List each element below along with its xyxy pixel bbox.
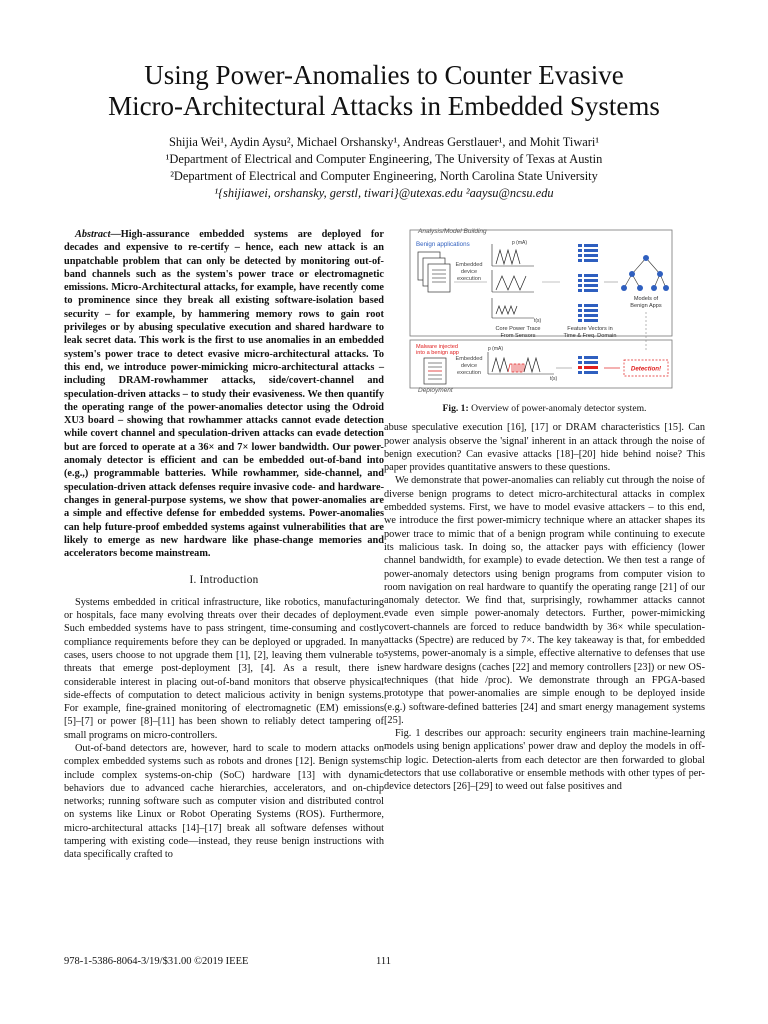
deploy-exec-2: device <box>460 363 478 369</box>
malware-label-1: Malware injected <box>416 344 458 350</box>
model-tree-icon <box>621 255 669 291</box>
figure-1-caption-label: Fig. 1: <box>442 403 469 414</box>
figure-1-caption <box>384 402 705 415</box>
abstract <box>64 228 384 560</box>
malware-label-2: into a benign app <box>416 350 459 356</box>
affiliation-2: ²Department of Electrical and Computer Engineering, North Carolina State University <box>170 169 598 183</box>
models-label-1: Models of <box>633 296 659 302</box>
embedded-exec-2: device <box>460 269 478 275</box>
intro-paragraph-4: We demonstrate that power-anomalies can reliably cut through the noise of diverse benign programs to detect micro-architectural attacks in complex embedded systems. First, we have to model evasive attackers – to this end, we introduce the first power-mimicry technique where an attacker shapes its power trace to mimic that of a benign program while continuing to execute its malicious task. In doing so, the attacker pays with efficiency (lower channel bandwidth, for example) to evade detection. We then test a range of power-anomaly detectors using benign programs from computer vision to room navigation on real hardware to quantify the operating range [21] of our anomaly detector. We find that, surprisingly, rowhammer attacks cannot evade even simple power-anomaly detectors. Further, power-mimicking covert-channels are forced to reduce bandwidth by 36× while speculation-attacks (Spectre) are reduced by 7×. The key takeaway is that, for embedded systems, power-anomaly is a simple, effective alternative to defenses that use new hardware designs (caches [22] and memory controllers [23]) or new OS-techniques (that hide /proc). We demonstrate through an FPGA-based prototype that power-anomalies are simple enough to be deployed inside (e.g.) software-defined batteries [24] and smart energy management systems [25]. <box>384 475 705 726</box>
power-trace-2 <box>492 270 534 292</box>
page-number: 111 <box>376 956 391 967</box>
figure-1-caption-text: Overview of power-anomaly detector system. <box>471 403 647 414</box>
intro-paragraph-5: Fig. 1 describes our approach: security engineers train machine-learning models using benign applications' power draw and deploy the models in off-chip logic. Detection-alerts from each detector are then forwarded to global detectors that use collaborative or ensemble methods with other types of per-device detectors [26]–[29] to weed out false positives and <box>384 728 705 793</box>
deploy-feature-vector-icon <box>578 356 598 374</box>
author-emails: ¹{shijiawei, orshansky, gerstl, tiwari}@utexas.edu ²aaysu@ncsu.edu <box>214 186 554 200</box>
author-list: Shijia Wei¹, Aydin Aysu², Michael Orshansky¹, Andreas Gerstlauer¹, and Mohit Tiwari¹ <box>168 135 600 149</box>
footer-isbn: 978-1-5386-8064-3/19/$31.00 ©2019 IEEE <box>64 956 249 967</box>
deploy-axis-p: p (mA) <box>488 346 503 352</box>
embedded-exec-1: Embedded <box>455 262 483 268</box>
trace-axis-t: t(s) <box>534 318 542 324</box>
title-line-1: Using Power-Anomalies to Counter Evasive <box>144 60 624 90</box>
intro-paragraph-1: Systems embedded in critical infrastructure, like robotics, manufacturing or hospitals, face many evolving threats over their decades of deployment. Such embedded systems have to pass stringent, time-consuming and costly compliance requirements before they can be deployed or upgraded. In many cases, users choose to not upgrade them [1], [2], leaving them vulnerable to threats that emerge post-deployment [3], [4]. As a result, there is considerable interest in placing out-of-band monitors that observe physical side-effects of computation to detect malicious activity in benign systems. For example, fine-grained monitoring of electromagnetic (EM) emissions [5]–[7] or power [8]–[11] has been shown to reliably detect tampering of small programs on micro-controllers. <box>64 596 384 741</box>
malware-trace <box>488 352 554 374</box>
section-heading-introduction: I. Introduction <box>189 574 259 587</box>
embedded-exec-3: execution <box>457 276 481 282</box>
power-trace-3 <box>492 298 534 318</box>
title-line-2: Micro-Architectural Attacks in Embedded Systems <box>108 91 660 121</box>
analysis-label: Analysis/Model Building <box>418 228 487 235</box>
abstract-lead: Abstract <box>75 229 111 240</box>
feature-vectors-label-1: Feature Vectors in <box>567 326 613 332</box>
paper-title <box>40 60 728 122</box>
affiliation-1: ¹Department of Electrical and Computer Engineering, The University of Texas at Austin <box>165 152 603 166</box>
benign-apps-label: Benign applications <box>416 241 470 248</box>
core-power-label-1: Core Power Trace <box>495 326 541 332</box>
deployment-label: Deployment <box>418 387 453 394</box>
trace-axis-p: p (mA) <box>512 240 527 246</box>
document-stack-icon <box>418 252 450 292</box>
power-trace-1 <box>492 244 534 266</box>
models-label-2: Benign Apps <box>630 303 662 309</box>
core-power-label-2: From Sensors <box>500 333 536 339</box>
figure-1 <box>384 222 705 396</box>
author-block <box>40 134 728 202</box>
abstract-text: —High-assurance embedded systems are deployed for decades and expensive to re-certify – hence, each new attack is an unpatchable problem that can only be detected by monitoring out-of-band channels such as the system's power trace or electromagnetic emissions. Micro-Architectural attacks, for example, have recently come to prominence since they break all existing software-isolation based security – for example, by hammering memory rows to gain root privileges or by abusing speculative execution and shared hardware to leak secret data. This work is the first to use anomalies in an embedded system's power trace to detect evasive micro-architectural attacks. To this end, we introduce power-mimicking micro-architectural attacks – including DRAM-rowhammer attacks, side/covert-channel and speculation-driven attacks – to study their evasiveness. We then quantify the operating range of the power-anomalies detector using the Odroid XU3 board – showing that rowhammer attacks cannot evade detection while covert channel and speculation-driven attacks can evade detection but are forced to operate at a 36× and 7× lower bandwidth. Our power-anomaly detector is efficient and can be embedded out-of-band into (e.g.,) programmable batteries. While rowhammer, side-channel, and speculation-driven attack defenses require invasive code- and hardware-changes in general-purpose systems, we show that power-anomalies are a simple and effective defense for embedded systems. Power-anomalies can help future-proof embedded systems against vulnerabilities that are likely to emerge as new hardware like phase-change memories and accelerators become mainstream. <box>64 229 384 560</box>
malware-document-icon <box>424 358 446 384</box>
right-column <box>384 222 705 794</box>
feature-vectors-label-2: Time & Freq. Domain <box>563 333 617 339</box>
deploy-exec-1: Embedded <box>455 356 483 362</box>
feature-vectors-icon <box>578 244 598 322</box>
figure-1-diagram <box>384 222 705 396</box>
intro-paragraph-2: Out-of-band detectors are, however, hard to scale to modern attacks on complex embedded systems such as robots and drones [12]. Benign systems include complex systems-on-chip (SoC) hardware [13] with dynamic behaviors due to advanced cache hierarchies, accelerators, and on-chip networks; running software such as computer vision and distributed control on systems like Linux or Robot Operating Systems (ROS). Furthermore, micro-architectural attacks [14]–[17] break all software defenses without tampering with existing code—instead, they reuse benign instructions with data specifically crafted to <box>64 742 384 861</box>
left-column <box>64 228 384 862</box>
deploy-axis-t: t(s) <box>550 376 558 382</box>
detection-label: Detection! <box>630 365 662 373</box>
deploy-exec-3: execution <box>457 370 481 376</box>
intro-paragraph-3: abuse speculative execution [16], [17] or DRAM characteristics [15]. Can power analysis observe the 'signal' inherent in an attack through the noise of benign execution? Can evasive attacks [18]–[20] hide behind noise? This paper provides quantitative answers to these questions. <box>384 422 705 474</box>
